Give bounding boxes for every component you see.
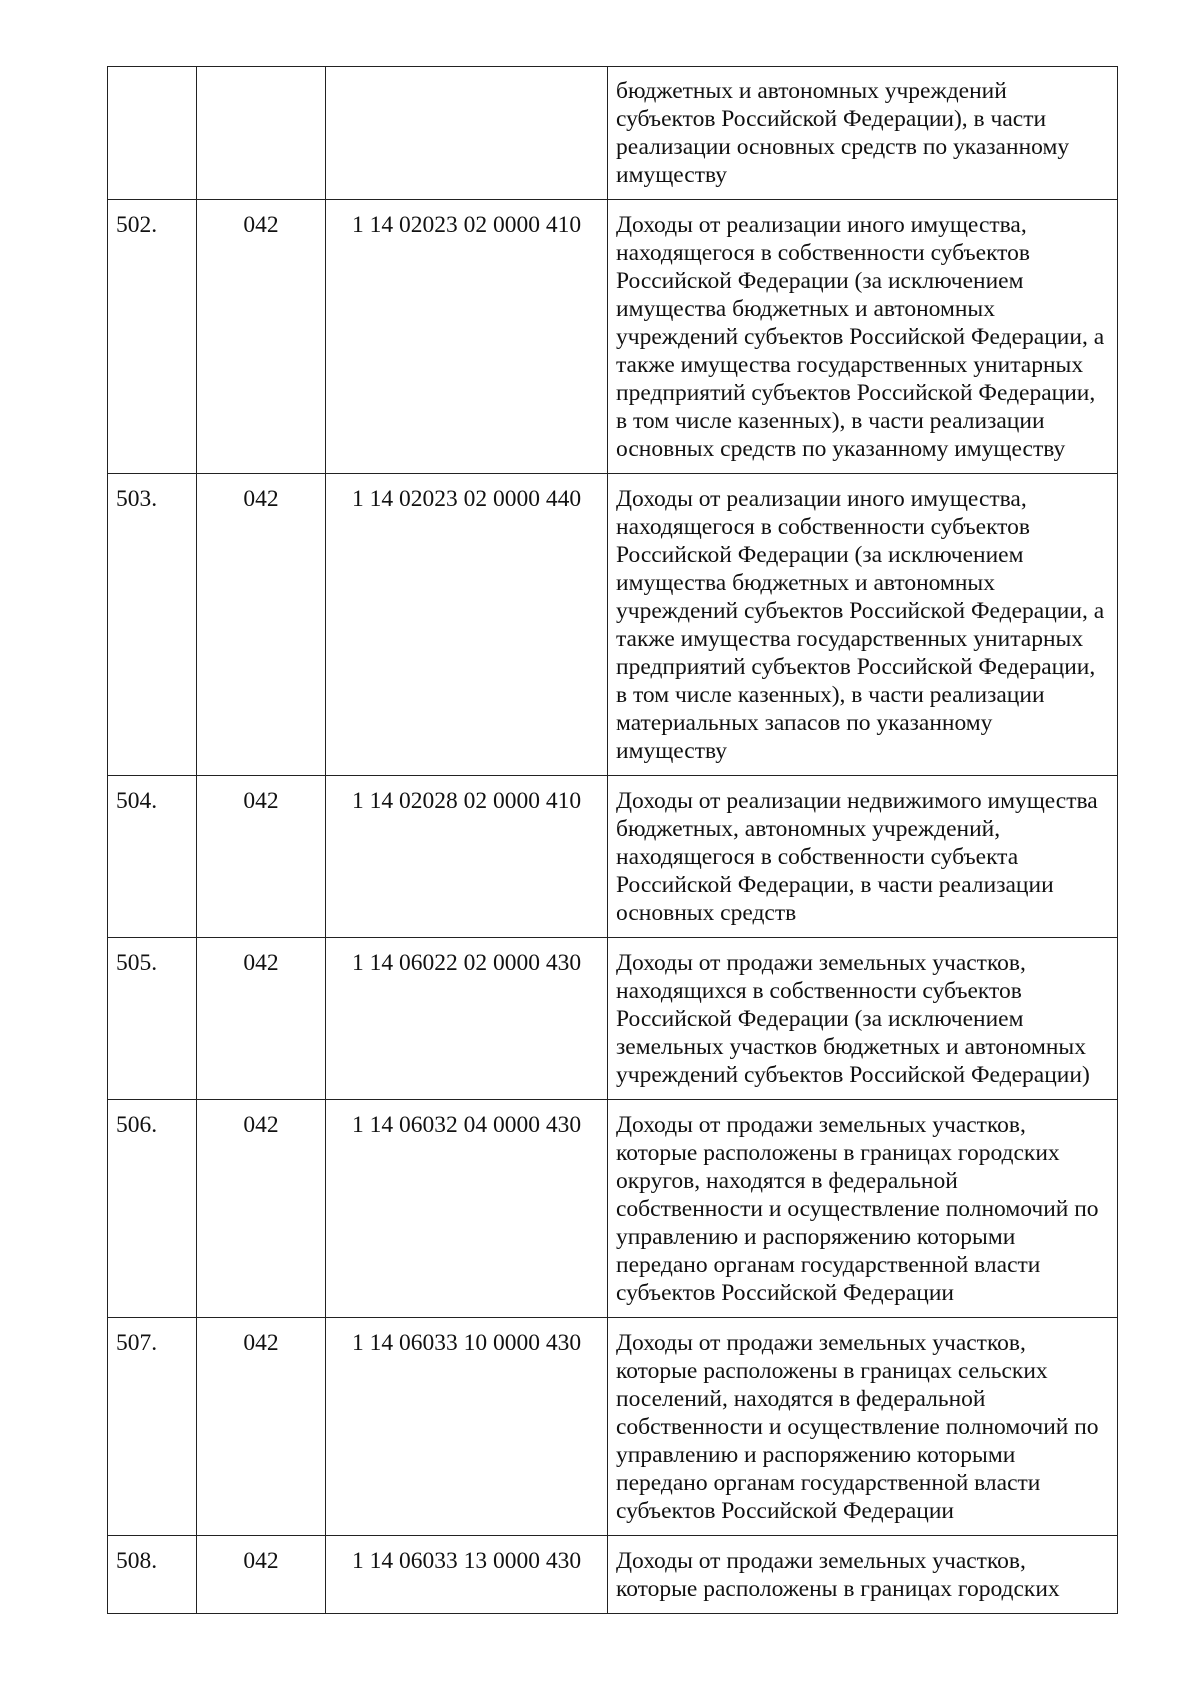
revenue-code-cell: 1 14 02023 02 0000 410 <box>326 200 608 474</box>
table-row <box>108 938 1118 1100</box>
table-row <box>108 1536 1118 1614</box>
row-number-cell: 507. <box>108 1318 197 1536</box>
administrator-code-cell: 042 <box>197 1100 326 1318</box>
administrator-code-cell: 042 <box>197 474 326 776</box>
administrator-code-cell: 042 <box>197 938 326 1100</box>
revenue-description-cell: Доходы от продажи земельных участков, которые расположены в границах сельских поселений, находятся в федеральной собственности и осуществление полномочий по управлению и распоряжению которыми передано органам государственной власти субъектов Российской Федерации <box>608 1318 1118 1536</box>
revenue-description-cell: Доходы от реализации недвижимого имущества бюджетных, автономных учреждений, находящегося в собственности субъекта Российской Федерации, в части реализации основных средств <box>608 776 1118 938</box>
table-row <box>108 776 1118 938</box>
row-number-cell: 506. <box>108 1100 197 1318</box>
table-row <box>108 1100 1118 1318</box>
row-number-cell: 502. <box>108 200 197 474</box>
table-row <box>108 1318 1118 1536</box>
administrator-code-cell: 042 <box>197 1318 326 1536</box>
revenue-description-cell: Доходы от продажи земельных участков, находящихся в собственности субъектов Российской Федерации (за исключением земельных участков бюджетных и автономных учреждений субъектов Российской Федерации) <box>608 938 1118 1100</box>
revenue-description-cell: Доходы от продажи земельных участков, которые расположены в границах городских <box>608 1536 1118 1614</box>
revenue-description-cell: Доходы от реализации иного имущества, находящегося в собственности субъектов Российской Федерации (за исключением имущества бюджетных и автономных учреждений субъектов Российской Федерации, а также имущества государственных унитарных предприятий субъектов Российской Федерации, в том числе казенных), в части реализации основных средств по указанному имуществу <box>608 200 1118 474</box>
revenue-code-cell: 1 14 06033 10 0000 430 <box>326 1318 608 1536</box>
document-page <box>107 66 1117 1614</box>
administrator-code-cell: 042 <box>197 200 326 474</box>
revenue-description-cell: Доходы от реализации иного имущества, находящегося в собственности субъектов Российской Федерации (за исключением имущества бюджетных и автономных учреждений субъектов Российской Федерации, а также имущества государственных унитарных предприятий субъектов Российской Федерации, в том числе казенных), в части реализации материальных запасов по указанному имуществу <box>608 474 1118 776</box>
revenue-description-cell: бюджетных и автономных учреждений субъектов Российской Федерации), в части реализации основных средств по указанному имуществу <box>608 67 1118 200</box>
administrator-code-cell <box>197 67 326 200</box>
table-row-continuation <box>108 67 1118 200</box>
row-number-cell: 505. <box>108 938 197 1100</box>
table-row <box>108 200 1118 474</box>
revenue-code-cell: 1 14 02028 02 0000 410 <box>326 776 608 938</box>
row-number-cell: 504. <box>108 776 197 938</box>
revenue-code-cell: 1 14 06033 13 0000 430 <box>326 1536 608 1614</box>
administrator-code-cell: 042 <box>197 776 326 938</box>
revenue-code-cell: 1 14 06032 04 0000 430 <box>326 1100 608 1318</box>
administrator-code-cell: 042 <box>197 1536 326 1614</box>
revenue-codes-table <box>107 66 1118 1614</box>
row-number-cell <box>108 67 197 200</box>
revenue-code-cell: 1 14 06022 02 0000 430 <box>326 938 608 1100</box>
table-row <box>108 474 1118 776</box>
revenue-code-cell: 1 14 02023 02 0000 440 <box>326 474 608 776</box>
row-number-cell: 503. <box>108 474 197 776</box>
row-number-cell: 508. <box>108 1536 197 1614</box>
revenue-description-cell: Доходы от продажи земельных участков, которые расположены в границах городских округов, находятся в федеральной собственности и осуществление полномочий по управлению и распоряжению которыми передано органам государственной власти субъектов Российской Федерации <box>608 1100 1118 1318</box>
revenue-code-cell <box>326 67 608 200</box>
